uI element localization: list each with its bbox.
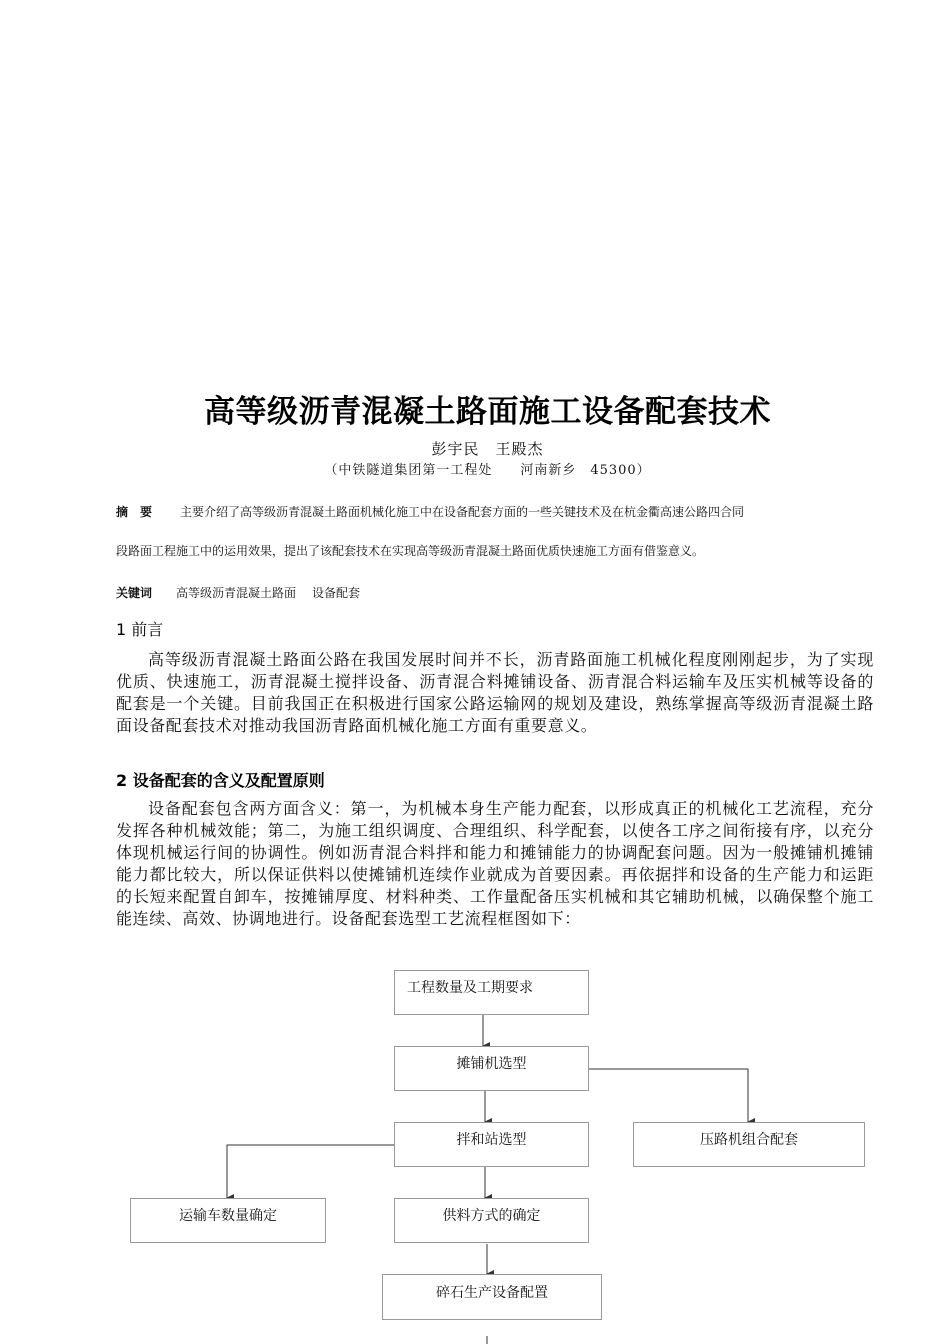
abstract-text-2: 段路面工程施工中的运用效果，提出了该配套技术在实现高等级沥青混凝土路面优质快速施工方面有借鉴意义。 xyxy=(116,544,705,558)
authors: 彭宇民 王殿杰 xyxy=(431,440,544,458)
section-paragraph-principles: 设备配套包含两方面含义：第一，为机械本身生产能力配套，以形成真正的机械化工艺流程，充分发挥各种机械效能；第二，为施工组织调度、合理组织、科学配套，以使各工序之间衔接有序，以充分体现机械运行间的协调性。例如沥青混合料拌和能力和摊铺能力的协调配套问题。因为一般摊铺机摊铺能力都比较大，所以保证供料以使摊铺机连续作业就成为首要因素。再依据拌和设备的生产能力和运距的长短来配置自卸车，按摊铺厚度、材料种类、工作量配备压实机械和其它辅助机械，以确保整个施工能连续、高效、协调地进行。设备配套选型工艺流程框图如下： xyxy=(116,799,874,928)
edge-n3-n5 xyxy=(227,1145,394,1198)
flow-node-aggregate-production: 碎石生产设备配置 xyxy=(382,1274,602,1320)
paper-title: 高等级沥青混凝土路面施工设备配套技术 xyxy=(204,394,771,430)
flow-node-roller-combination: 压路机组合配套 xyxy=(633,1122,865,1167)
abstract-label: 摘要 xyxy=(116,505,165,519)
edge-n2-n4 xyxy=(589,1069,748,1122)
section-heading-intro: 1 前言 xyxy=(116,620,164,639)
abstract-text-1: 主要介绍了高等级沥青混凝土路面机械化施工中在设备配套方面的一些关键技术及在杭金衢高速公路四合同 xyxy=(180,505,745,519)
flow-node-truck-quantity: 运输车数量确定 xyxy=(130,1198,326,1243)
flow-node-mixing-plant-selection: 拌和站选型 xyxy=(394,1122,589,1167)
flow-node-quantity-schedule: 工程数量及工期要求 xyxy=(394,970,589,1015)
keyword-item: 设备配套 xyxy=(312,586,361,600)
flow-node-supply-method: 供料方式的确定 xyxy=(394,1198,589,1243)
section-heading-principles: 2 设备配套的含义及配置原则 xyxy=(116,771,325,790)
affiliation: （中铁隧道集团第一工程处 河南新乡 45300） xyxy=(324,463,651,478)
flow-node-paver-selection: 摊铺机选型 xyxy=(394,1046,589,1091)
keyword-item: 高等级沥青混凝土路面 xyxy=(176,586,297,600)
keywords-label: 关键词 xyxy=(116,586,153,600)
section-paragraph-intro: 高等级沥青混凝土路面公路在我国发展时间并不长，沥青路面施工机械化程度刚刚起步，为了实现优质、快速施工，沥青混凝土搅拌设备、沥青混合料摊铺设备、沥青混合料运输车及压实机械等设备的配套是一个关键。目前我国正在积极进行国家公路运输网的规划及建设，熟练掌握高等级沥青混凝土路面设备配套技术对推动我国沥青路面机械化施工方面有重要意义。 xyxy=(116,650,874,735)
